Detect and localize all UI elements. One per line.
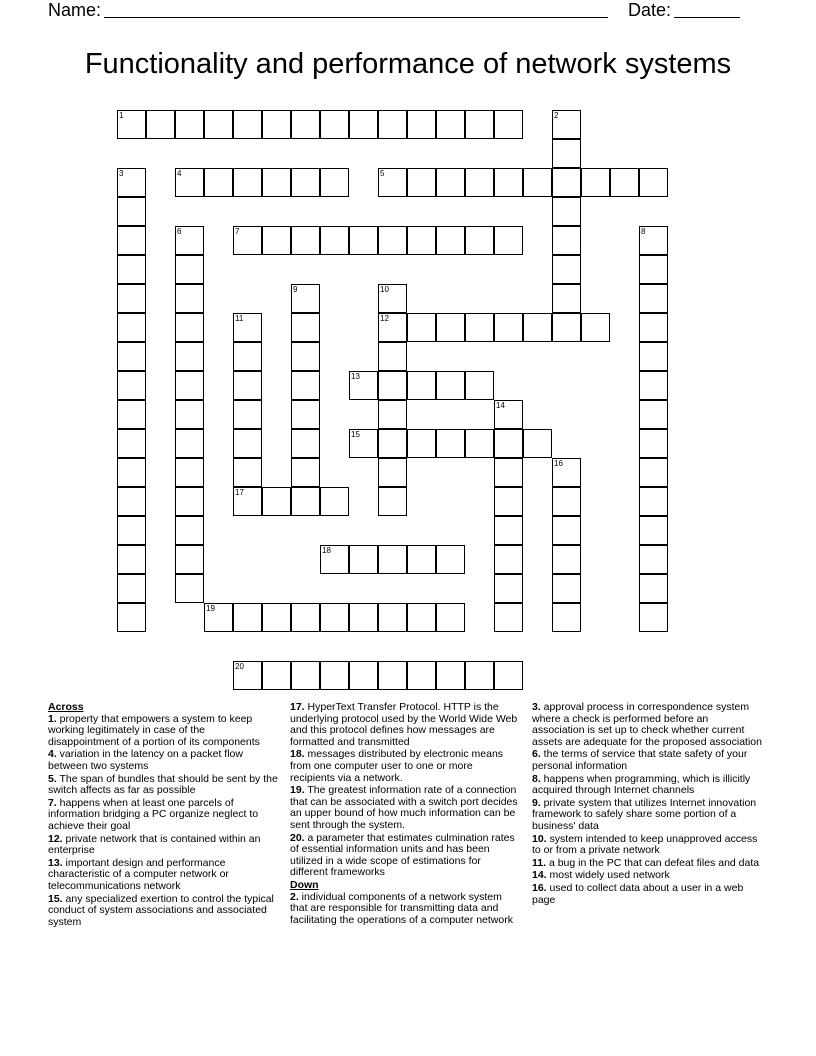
clue-number: 1. — [48, 712, 57, 725]
crossword-cell[interactable] — [552, 139, 581, 168]
cell-number: 1 — [119, 111, 124, 120]
crossword-cell[interactable] — [436, 313, 465, 342]
cell-number: 6 — [177, 227, 182, 236]
clue-number: 13. — [48, 856, 63, 869]
crossword-cell[interactable] — [639, 371, 668, 400]
clue-text: messages distributed by electronic means from one computer user to one or more recipients via a network. — [290, 748, 504, 784]
crossword-cell[interactable] — [639, 226, 668, 255]
cell-number: 15 — [351, 430, 360, 439]
clue-item — [290, 833, 520, 879]
clue-text: private network that is contained within an enterprise — [48, 832, 261, 857]
clue-item — [532, 834, 762, 857]
clue-item — [532, 870, 762, 882]
clues-column-1 — [48, 702, 278, 929]
clue-number: 8. — [532, 772, 541, 785]
crossword-cell[interactable] — [494, 400, 523, 429]
crossword-cell[interactable] — [320, 603, 349, 632]
crossword-cell[interactable] — [175, 168, 204, 197]
crossword-cell[interactable] — [378, 458, 407, 487]
crossword-cell[interactable] — [407, 313, 436, 342]
crossword-cell[interactable] — [233, 603, 262, 632]
crossword-cell[interactable] — [320, 487, 349, 516]
clue-number: 12. — [48, 832, 63, 845]
cell-number: 10 — [380, 285, 389, 294]
cell-number: 19 — [206, 604, 215, 613]
clue-text: approval process in correspondence system where a check is performed before an association is set up to check whether current assets are adequate for the proposed association — [532, 701, 762, 748]
crossword-cell[interactable] — [117, 458, 146, 487]
clue-item — [532, 883, 762, 906]
crossword-cell[interactable] — [291, 226, 320, 255]
crossword-cell[interactable] — [117, 487, 146, 516]
clue-number: 14. — [532, 869, 547, 882]
crossword-cell[interactable] — [233, 168, 262, 197]
clue-text: the terms of service that state safety of your personal information — [532, 748, 748, 772]
clue-number: 19. — [290, 784, 305, 797]
crossword-cell[interactable] — [407, 226, 436, 255]
crossword-cell[interactable] — [552, 458, 581, 487]
crossword-cell[interactable] — [552, 168, 581, 197]
crossword-cell[interactable] — [436, 371, 465, 400]
crossword-cell[interactable] — [494, 574, 523, 603]
crossword-cell[interactable] — [523, 168, 552, 197]
across-heading: Across — [48, 701, 84, 713]
clue-item — [532, 858, 762, 870]
cell-number: 2 — [554, 111, 559, 120]
crossword-cell[interactable] — [291, 110, 320, 139]
clue-item — [48, 894, 278, 929]
clue-number: 17. — [290, 701, 305, 713]
clue-item — [48, 834, 278, 857]
crossword-cell[interactable] — [291, 284, 320, 313]
clue-text: most widely used network — [546, 869, 670, 882]
crossword-cell[interactable] — [291, 458, 320, 487]
clues-section — [48, 702, 776, 1002]
page-title: Functionality and performance of network systems — [84, 48, 732, 80]
crossword-cell[interactable] — [204, 168, 233, 197]
clue-text: happens when programming, which is illicitly acquired through Internet channels — [532, 772, 751, 797]
clue-text: The span of bundles that should be sent by the switch affects as far as possible — [48, 772, 278, 797]
clue-item — [532, 749, 762, 772]
clue-number: 20. — [290, 831, 305, 844]
clue-item — [532, 798, 762, 833]
clue-text: variation in the latency on a packet flow between two systems — [48, 748, 243, 772]
clue-number: 9. — [532, 796, 541, 809]
crossword-cell[interactable] — [146, 110, 175, 139]
crossword-cell[interactable] — [494, 603, 523, 632]
clue-item — [290, 785, 520, 831]
crossword-cell[interactable] — [639, 342, 668, 371]
name-label: Name: — [48, 0, 102, 20]
cell-number: 11 — [235, 314, 244, 323]
cell-number: 7 — [235, 227, 240, 236]
crossword-cell[interactable] — [639, 313, 668, 342]
crossword-cell[interactable] — [494, 458, 523, 487]
crossword-cell[interactable] — [117, 545, 146, 574]
crossword-cell[interactable] — [494, 661, 523, 690]
crossword-cell[interactable] — [552, 226, 581, 255]
crossword-cell[interactable] — [262, 168, 291, 197]
crossword-cell[interactable] — [552, 313, 581, 342]
clue-number: 4. — [48, 748, 57, 761]
crossword-cell[interactable] — [378, 603, 407, 632]
crossword-cell[interactable] — [262, 487, 291, 516]
crossword-cell[interactable] — [378, 661, 407, 690]
crossword-cell[interactable] — [233, 487, 262, 516]
crossword-cell[interactable] — [204, 603, 233, 632]
cell-number: 4 — [177, 169, 182, 178]
crossword-cell[interactable] — [378, 400, 407, 429]
clue-number: 15. — [48, 892, 63, 905]
crossword-cell[interactable] — [378, 371, 407, 400]
crossword-cell[interactable] — [233, 226, 262, 255]
crossword-cell[interactable] — [552, 603, 581, 632]
clue-text: happens when at least one parcels of information bridging a PC organize neglect to achieve their goal — [48, 796, 259, 832]
crossword-cell[interactable] — [233, 661, 262, 690]
crossword-cell[interactable] — [378, 110, 407, 139]
crossword-cell[interactable] — [552, 197, 581, 226]
clue-number: 18. — [290, 748, 305, 761]
down-heading: Down — [290, 878, 319, 891]
crossword-cell[interactable] — [494, 313, 523, 342]
crossword-cell[interactable] — [552, 284, 581, 313]
crossword-cell[interactable] — [262, 110, 291, 139]
crossword-cell[interactable] — [262, 603, 291, 632]
crossword-cell[interactable] — [552, 574, 581, 603]
crossword-cell[interactable] — [320, 168, 349, 197]
cell-number: 16 — [554, 459, 563, 468]
crossword-cell[interactable] — [117, 313, 146, 342]
crossword-cell[interactable] — [407, 371, 436, 400]
crossword-cell[interactable] — [378, 487, 407, 516]
crossword-cell[interactable] — [407, 545, 436, 574]
crossword-cell[interactable] — [175, 371, 204, 400]
crossword-cell[interactable] — [378, 226, 407, 255]
date-label: Date: — [628, 0, 672, 20]
clue-item — [48, 714, 278, 749]
crossword-cell[interactable] — [262, 661, 291, 690]
clue-text: used to collect data about a user in a web page — [532, 881, 744, 906]
cell-number: 13 — [351, 372, 360, 381]
crossword-cell[interactable] — [117, 197, 146, 226]
crossword-cell[interactable] — [320, 545, 349, 574]
crossword-cell[interactable] — [378, 429, 407, 458]
crossword-cell[interactable] — [175, 284, 204, 313]
clue-text: HyperText Transfer Protocol. HTTP is the underlying protocol used by the World Wide Web and this protocol defines how messages are formatted and transmitted — [290, 701, 518, 748]
cell-number: 12 — [380, 314, 389, 323]
crossword-cell[interactable] — [349, 110, 378, 139]
crossword-cell[interactable] — [407, 429, 436, 458]
crossword-cell[interactable] — [494, 487, 523, 516]
clue-item — [48, 858, 278, 893]
crossword-cell[interactable] — [175, 226, 204, 255]
clue-item — [290, 702, 520, 748]
crossword-cell[interactable] — [407, 168, 436, 197]
crossword-cell[interactable] — [581, 168, 610, 197]
crossword-cell[interactable] — [523, 429, 552, 458]
crossword-cell[interactable] — [291, 168, 320, 197]
clue-number: 10. — [532, 832, 547, 845]
crossword-cell[interactable] — [349, 429, 378, 458]
cell-number: 9 — [293, 285, 298, 294]
crossword-cell[interactable] — [639, 255, 668, 284]
crossword-cell[interactable] — [349, 371, 378, 400]
crossword-cell[interactable] — [204, 110, 233, 139]
crossword-cell[interactable] — [378, 545, 407, 574]
crossword-cell[interactable] — [233, 313, 262, 342]
crossword-cell[interactable] — [320, 661, 349, 690]
clues-column-3 — [532, 702, 762, 907]
clue-number: 7. — [48, 796, 57, 809]
clue-item — [532, 774, 762, 797]
clue-text: property that empowers a system to keep working legitimately in case of the disappointment of a portion of its components — [48, 712, 260, 748]
crossword-cell[interactable] — [117, 400, 146, 429]
crossword-cell[interactable] — [639, 284, 668, 313]
crossword-cell[interactable] — [436, 110, 465, 139]
crossword-cell[interactable] — [291, 487, 320, 516]
crossword-cell[interactable] — [494, 545, 523, 574]
crossword-cell[interactable] — [639, 574, 668, 603]
crossword-cell[interactable] — [233, 110, 262, 139]
crossword-cell[interactable] — [465, 110, 494, 139]
crossword-cell[interactable] — [378, 342, 407, 371]
crossword-cell[interactable] — [436, 545, 465, 574]
crossword-cell[interactable] — [175, 313, 204, 342]
clue-item — [48, 774, 278, 797]
crossword-cell[interactable] — [494, 168, 523, 197]
crossword-cell[interactable] — [349, 226, 378, 255]
crossword-cell[interactable] — [117, 603, 146, 632]
crossword-cell[interactable] — [349, 545, 378, 574]
crossword-cell[interactable] — [175, 458, 204, 487]
crossword-cell[interactable] — [639, 487, 668, 516]
clue-number: 16. — [532, 881, 547, 894]
crossword-cell[interactable] — [349, 603, 378, 632]
crossword-cell[interactable] — [117, 342, 146, 371]
crossword-cell[interactable] — [436, 661, 465, 690]
crossword-cell[interactable] — [349, 661, 378, 690]
crossword-cell[interactable] — [494, 516, 523, 545]
crossword-cell[interactable] — [175, 487, 204, 516]
clues-column-2 — [290, 702, 520, 927]
crossword-cell[interactable] — [639, 516, 668, 545]
crossword-cell[interactable] — [581, 313, 610, 342]
crossword-cell[interactable] — [117, 255, 146, 284]
crossword-cell[interactable] — [320, 110, 349, 139]
crossword-cell[interactable] — [117, 371, 146, 400]
crossword-cell[interactable] — [291, 400, 320, 429]
clue-number: 6. — [532, 748, 541, 761]
crossword-cell[interactable] — [175, 574, 204, 603]
crossword-cell[interactable] — [175, 429, 204, 458]
crossword-cell[interactable] — [639, 603, 668, 632]
clue-text: private system that utilizes Internet innovation framework to safely share some portion of a business' data — [532, 796, 757, 832]
crossword-cell[interactable] — [175, 516, 204, 545]
crossword-cell[interactable] — [552, 516, 581, 545]
crossword-cell[interactable] — [320, 226, 349, 255]
clue-number: 5. — [48, 772, 57, 785]
clue-text: a parameter that estimates culmination rates of essential information units and has been utilized in a wide scope of estimations for different frameworks — [290, 831, 515, 879]
crossword-cell[interactable] — [639, 168, 668, 197]
crossword-cell[interactable] — [552, 487, 581, 516]
cell-number: 5 — [380, 169, 385, 178]
crossword-cell[interactable] — [465, 226, 494, 255]
clue-text: any specialized exertion to control the typical conduct of system associations and associated system — [48, 892, 274, 928]
crossword-cell[interactable] — [407, 661, 436, 690]
cell-number: 3 — [119, 169, 124, 178]
crossword-cell[interactable] — [639, 545, 668, 574]
crossword-cell[interactable] — [465, 371, 494, 400]
crossword-cell[interactable] — [465, 661, 494, 690]
crossword-cell[interactable] — [523, 313, 552, 342]
clue-item — [48, 749, 278, 772]
clue-text: The greatest information rate of a connection that can be associated with a switch port decides an upper bound of how much information can be sent through the system. — [290, 784, 518, 831]
clue-item — [290, 749, 520, 784]
crossword-cell[interactable] — [552, 110, 581, 139]
crossword-cell[interactable] — [465, 168, 494, 197]
crossword-cell[interactable] — [233, 429, 262, 458]
crossword-cell[interactable] — [494, 226, 523, 255]
clue-item — [48, 798, 278, 833]
crossword-cell[interactable] — [117, 284, 146, 313]
crossword-cell[interactable] — [117, 110, 146, 139]
crossword-cell[interactable] — [552, 255, 581, 284]
cell-number: 8 — [641, 227, 646, 236]
crossword-cell[interactable] — [407, 110, 436, 139]
crossword-cell[interactable] — [436, 226, 465, 255]
crossword-cell[interactable] — [117, 168, 146, 197]
crossword-cell[interactable] — [175, 400, 204, 429]
crossword-cell[interactable] — [552, 545, 581, 574]
clue-item — [532, 702, 762, 748]
cell-number: 14 — [496, 401, 505, 410]
clue-item — [290, 892, 520, 927]
crossword-cell[interactable] — [175, 342, 204, 371]
crossword-cell[interactable] — [291, 603, 320, 632]
crossword-cell[interactable] — [262, 226, 291, 255]
crossword-cell[interactable] — [117, 429, 146, 458]
crossword-cell[interactable] — [233, 371, 262, 400]
clue-text: individual components of a network system that are responsible for transmitting data and facilitating the operations of a computer network — [290, 890, 513, 926]
crossword-cell[interactable] — [494, 110, 523, 139]
crossword-cell[interactable] — [175, 545, 204, 574]
cell-number: 18 — [322, 546, 331, 555]
crossword-cell[interactable] — [233, 458, 262, 487]
crossword-cell[interactable] — [233, 342, 262, 371]
clue-text: a bug in the PC that can defeat files and data — [546, 856, 760, 869]
crossword-cell[interactable] — [378, 313, 407, 342]
crossword-cell[interactable] — [436, 603, 465, 632]
crossword-cell[interactable] — [378, 168, 407, 197]
cell-number: 17 — [235, 488, 244, 497]
crossword-cell[interactable] — [639, 400, 668, 429]
cell-number: 20 — [235, 662, 244, 671]
clue-text: system intended to keep unapproved access to or from a private network — [532, 832, 758, 857]
clue-number: 3. — [532, 701, 541, 713]
crossword-cell[interactable] — [465, 429, 494, 458]
crossword-cell[interactable] — [291, 313, 320, 342]
crossword-cell[interactable] — [175, 255, 204, 284]
crossword-cell[interactable] — [117, 516, 146, 545]
crossword-cell[interactable] — [639, 458, 668, 487]
crossword-cell[interactable] — [233, 400, 262, 429]
crossword-cell[interactable] — [291, 429, 320, 458]
crossword-cell[interactable] — [117, 574, 146, 603]
clue-number: 11. — [532, 856, 547, 869]
crossword-cell[interactable] — [378, 284, 407, 313]
crossword-cell[interactable] — [465, 313, 494, 342]
crossword-cell[interactable] — [639, 429, 668, 458]
crossword-cell[interactable] — [436, 168, 465, 197]
crossword-cell[interactable] — [291, 371, 320, 400]
clue-number: 2. — [290, 890, 299, 903]
crossword-cell[interactable] — [291, 342, 320, 371]
crossword-cell[interactable] — [175, 110, 204, 139]
crossword-cell[interactable] — [407, 603, 436, 632]
crossword-cell[interactable] — [436, 429, 465, 458]
crossword-cell[interactable] — [610, 168, 639, 197]
crossword-cell[interactable] — [117, 226, 146, 255]
clue-text: important design and performance characteristic of a computer network or telecommunications network — [48, 856, 229, 892]
crossword-cell[interactable] — [291, 661, 320, 690]
crossword-cell[interactable] — [494, 429, 523, 458]
